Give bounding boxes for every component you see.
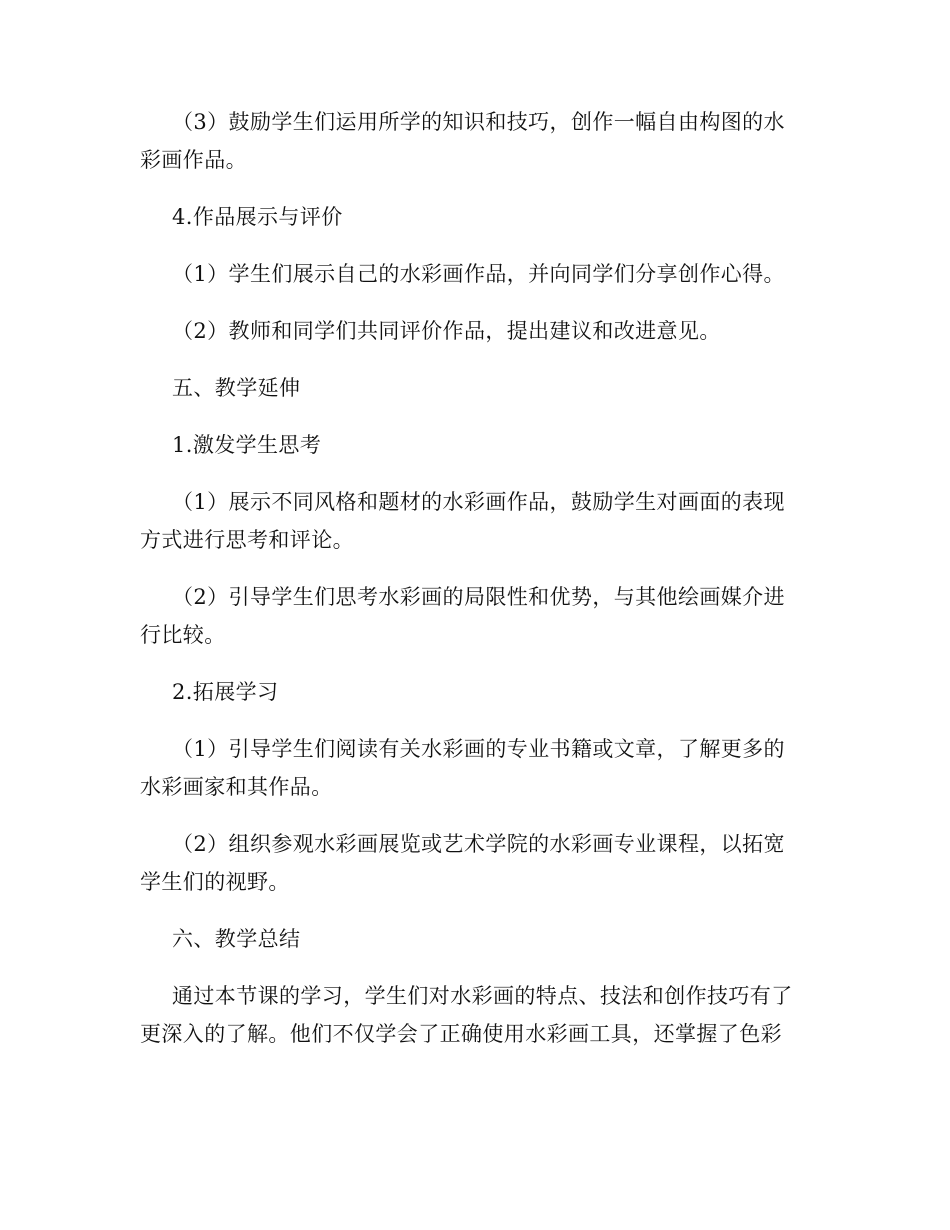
paragraph-encourage-creation: （3）鼓励学生们运用所学的知识和技巧，创作一幅自由构图的水彩画作品。 <box>140 110 785 172</box>
paragraph-display-works: （1）学生们展示自己的水彩画作品，并向同学们分享创作心得。 <box>172 262 785 286</box>
document-body <box>140 103 802 1053</box>
heading-extended-learning: 2.拓展学习 <box>172 680 279 704</box>
paragraph-evaluate-works: （2）教师和同学们共同评价作品，提出建议和改进意见。 <box>172 319 721 343</box>
paragraph-compare-media: （2）引导学生们思考水彩画的局限性和优势，与其他绘画媒介进行比较。 <box>140 585 785 647</box>
paragraph-summary: 通过本节课的学习，学生们对水彩画的特点、技法和创作技巧有了更深入的了解。他们不仅学会了正确使用水彩画工具，还掌握了色彩 <box>140 984 793 1046</box>
section-heading-extension: 五、教学延伸 <box>172 376 301 400</box>
paragraph-show-styles: （1）展示不同风格和题材的水彩画作品，鼓励学生对画面的表现方式进行思考和评论。 <box>140 490 785 552</box>
section-heading-summary: 六、教学总结 <box>172 927 301 951</box>
paragraph-read-books: （1）引导学生们阅读有关水彩画的专业书籍或文章，了解更多的水彩画家和其作品。 <box>140 737 785 799</box>
paragraph-visit-exhibition: （2）组织参观水彩画展览或艺术学院的水彩画专业课程，以拓宽学生们的视野。 <box>140 832 785 894</box>
heading-work-display: 4.作品展示与评价 <box>172 205 343 229</box>
heading-inspire-thinking: 1.激发学生思考 <box>172 433 322 457</box>
